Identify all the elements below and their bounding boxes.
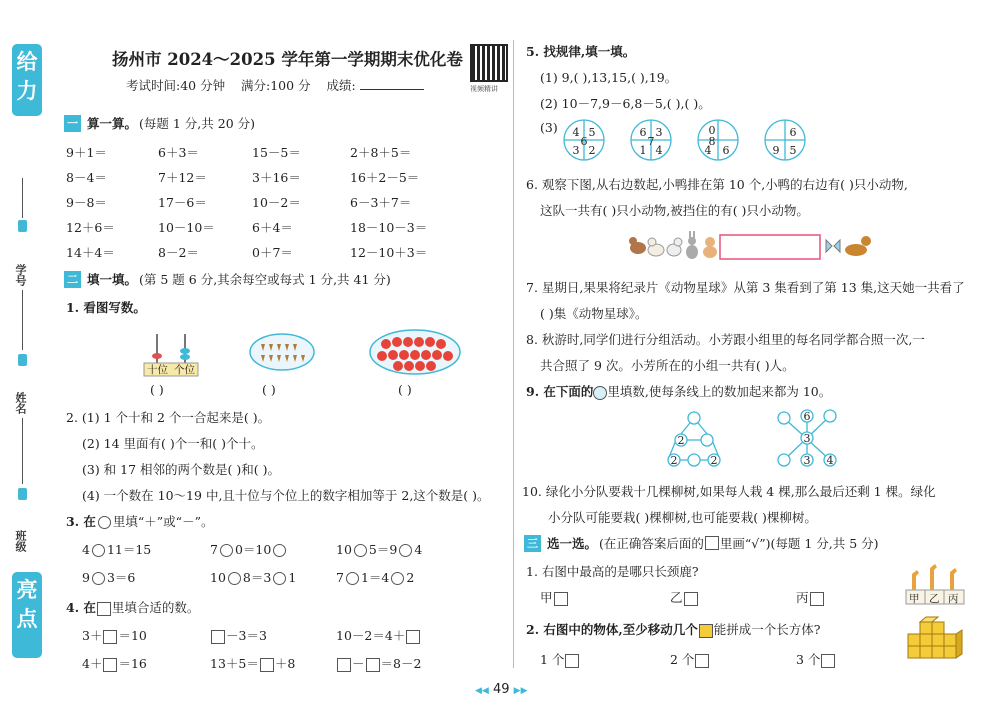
circle-blank-icon[interactable] [92,572,105,585]
calc-item[interactable]: 12－10＋3＝ [350,245,428,260]
svg-text:3: 3 [803,432,811,445]
question-8-line-2: 共合照了 9 次。小芳所在的小组一共有( )人。 [540,358,795,373]
number-puzzle-diagrams [666,406,866,472]
circle-blank-icon[interactable] [228,572,241,585]
question-2-1: 1. 看图写数。 [66,300,146,315]
class-label: 班级 [14,530,27,552]
binding-mark [18,354,27,366]
square-blank-icon[interactable] [260,658,274,672]
question-6-line-2: 这队一共有( )只小动物,被挡住的有( )只小动物。 [540,203,809,218]
answer-paren[interactable]: ( ) [398,382,412,397]
question-10-line-1: 10. 绿化小分队要栽十几棵柳树,如果每人栽 4 棵,那么最后还剩 1 棵。绿化 [522,484,936,499]
option-bing[interactable]: 丙 [796,588,825,606]
calc-item[interactable]: 3＋16＝ [252,170,301,185]
star-puzzle [778,410,836,467]
sign-item[interactable]: 4 11＝15 [82,542,152,557]
svg-text:0: 0 [708,124,716,137]
apple-group [368,328,462,376]
sign-item[interactable]: 10 8＝3 1 [210,570,297,585]
binding-line [22,290,23,350]
calc-item[interactable]: 6－3＋7＝ [350,195,412,210]
calc-item[interactable]: 16＋2－5＝ [350,170,420,185]
svg-text:4: 4 [572,126,580,139]
circle-blank-icon[interactable] [273,544,286,557]
number-circles [562,118,812,164]
svg-text:4: 4 [826,454,834,467]
page-number: ◀◀ 49 ▶▶ [475,682,528,697]
score-blank[interactable] [360,89,424,90]
sign-item[interactable]: 7 0＝10 [210,540,288,558]
section-1-heading: 一 算一算。 (每题 1 分,共 20 分) [64,114,255,132]
calc-item[interactable]: 9－8＝ [66,195,107,210]
svg-text:6: 6 [639,126,647,139]
calc-item[interactable]: 8－4＝ [66,170,107,185]
question-5-3: (3) [540,120,558,135]
svg-text:7: 7 [647,135,655,148]
svg-text:6: 6 [580,135,588,148]
svg-text:8: 8 [708,135,716,148]
svg-text:9: 9 [772,144,780,157]
fill-item[interactable]: 3＋ ＝10 [82,628,147,643]
calc-item[interactable]: 15－5＝ [252,145,301,160]
checkbox-square[interactable] [695,654,709,668]
bottom-tab: 亮 点 [12,572,42,658]
right-arrow-icon: ▶▶ [513,686,528,696]
calc-item[interactable]: 10－2＝ [252,195,301,210]
square-blank-icon[interactable] [406,630,420,644]
sign-item[interactable]: 7 1＝4 2 [336,570,415,585]
question-7-line-1: 7. 星期日,果果将纪录片《动物星球》从第 3 集看到了第 13 集,这天她一共看了 [526,280,965,295]
circle-blank-icon[interactable] [346,572,359,585]
svg-text:3: 3 [803,454,811,467]
svg-text:4: 4 [655,144,663,157]
number-circle-1 [564,120,604,160]
checkbox-square[interactable] [810,592,824,606]
left-arrow-icon: ◀◀ [475,686,489,696]
svg-text:2: 2 [670,454,678,467]
section-2-heading: 二 填一填。 (第 5 题 6 分,其余每空或每式 1 分,共 41 分) [64,270,391,288]
calc-item[interactable]: 6＋3＝ [158,145,199,160]
circle-blank-icon [98,516,111,529]
svg-text:3: 3 [655,126,663,139]
binding-line [22,418,23,484]
giraffe-label-bing: 丙 [948,593,959,605]
sign-item[interactable]: 10 5＝9 4 [336,542,423,557]
fill-item[interactable]: 4＋ ＝16 [82,656,147,671]
question-2-2-2: (2) 14 里面有( )个一和( )个十。 [82,436,264,451]
giraffe-label-yi: 乙 [929,593,940,605]
choice-question-1: 1. 右图中最高的是哪只长颈鹿? [526,564,699,579]
fill-item[interactable]: －3＝3 [210,626,267,644]
question-8-line-1: 8. 秋游时,同学们进行分组活动。小芳跟小组里的每名同学都合照一次,一 [526,332,925,347]
fill-item[interactable]: 10－2＝4＋ [336,626,421,644]
binding-mark [18,220,27,232]
option-2[interactable]: 2 个 [670,650,710,668]
circle-blank-icon[interactable] [391,572,404,585]
svg-text:2: 2 [710,454,718,467]
calc-item[interactable]: 12＋6＝ [66,220,115,235]
svg-text:2: 2 [588,144,596,157]
circle-blank-icon[interactable] [399,544,412,557]
column-divider [513,40,514,668]
calc-item[interactable]: 18－10－3＝ [350,220,428,235]
option-3[interactable]: 3 个 [796,650,836,668]
checkbox-square[interactable] [821,654,835,668]
option-yi[interactable]: 乙 [670,588,699,606]
circle-blank-icon[interactable] [273,572,286,585]
calc-item[interactable]: 10－10＝ [158,220,215,235]
fill-item[interactable]: － ＝8－2 [336,654,421,672]
binding-line [22,178,23,218]
circle-blank-icon [593,386,607,400]
answer-paren[interactable]: ( ) [262,382,276,397]
binding-sidebar [0,0,58,709]
question-2-2-4: (4) 一个数在 10～19 中,且十位与个位上的数字相加等于 2,这个数是( )。 [82,488,490,503]
calc-item[interactable]: 7＋12＝ [158,170,207,185]
circle-blank-icon[interactable] [220,544,233,557]
question-2-4: 4. 在 里填合适的数。 [66,600,200,615]
question-9: 9. 在下面的 里填数,使每条线上的数加起来都为 10。 [526,384,832,399]
checkbox-square[interactable] [554,592,568,606]
choice-question-2: 2. 右图中的物体,至少移动几个 能拼成一个长方体? [526,622,821,637]
square-blank-icon [97,602,111,616]
svg-text:5: 5 [588,126,596,139]
question-10-line-2: 小分队可能要栽( )棵柳树,也可能要栽( )棵柳树。 [548,510,817,525]
svg-text:4: 4 [704,144,712,157]
binding-mark [18,488,27,500]
option-1[interactable]: 1 个 [540,650,580,668]
triangle-puzzle [668,412,720,467]
option-jia[interactable]: 甲 [540,588,569,606]
question-6-line-1: 6. 观察下图,从右边数起,小鸭排在第 10 个,小鸭的右边有( )只小动物, [526,177,908,192]
calc-item[interactable]: 0＋7＝ [252,245,293,260]
number-circle-4 [765,120,805,160]
question-2-3: 3. 在 里填“＋”或“－”。 [66,514,214,529]
abacus-ones-label: 个位 [174,364,195,376]
svg-text:6: 6 [789,126,797,139]
answer-paren[interactable]: ( ) [150,382,164,397]
question-5: 5. 找规律,填一填。 [526,44,636,59]
section-3-heading: 三 选一选。 (在正确答案后面的 里画“√”)(每题 1 分,共 5 分) [524,534,879,552]
question-5-2: (2) 10－7,9－6,8－5,( ),( )。 [540,96,711,111]
fill-item[interactable]: 13＋5＝ ＋8 [210,656,296,671]
giraffe-label-jia: 甲 [909,593,920,605]
calc-item[interactable]: 8－2＝ [158,245,199,260]
svg-text:1: 1 [639,144,647,157]
checkbox-square[interactable] [684,592,698,606]
sign-item[interactable]: 9 3＝6 [82,570,136,585]
ice-cream-group [248,332,316,372]
square-blank-icon[interactable] [103,658,117,672]
question-5-1: (1) 9,( ),13,15,( ),19。 [540,70,678,85]
animal-queue-picture [628,230,872,262]
calc-item[interactable]: 9＋1＝ [66,145,107,160]
calc-item[interactable]: 2＋8＋5＝ [350,145,412,160]
cube-icon [699,624,713,638]
circle-blank-icon[interactable] [354,544,367,557]
number-circle-2 [631,120,671,160]
square-blank-icon [705,536,719,550]
svg-text:6: 6 [722,144,730,157]
qr-label: 视频精讲 [470,85,498,93]
question-2-2-1: 2. (1) 1 个十和 2 个一合起来是( )。 [66,410,271,425]
circle-blank-icon[interactable] [92,544,105,557]
checkbox-square[interactable] [565,654,579,668]
exam-info: 考试时间:40 分钟 满分:100 分 成绩: [126,76,424,94]
qr-code[interactable] [470,44,508,82]
calc-item[interactable]: 17－6＝ [158,195,207,210]
square-blank-icon[interactable] [366,658,380,672]
svg-text:2: 2 [677,434,685,447]
svg-text:3: 3 [572,144,580,157]
square-blank-icon[interactable] [103,630,117,644]
square-blank-icon[interactable] [337,658,351,672]
abacus-tens-label: 十位 [147,364,168,376]
top-tab: 给 力 [12,44,42,116]
svg-text:5: 5 [789,144,797,157]
number-circle-3 [698,120,738,160]
calc-item[interactable]: 6＋4＝ [252,220,293,235]
cube-stack-picture [904,614,968,660]
question-7-line-2: ( )集《动物星球》。 [540,306,648,321]
square-blank-icon[interactable] [211,630,225,644]
page-title: 扬州市 2024～2025 学年第一学期期末优化卷 [112,50,463,69]
question-2-2-3: (3) 和 17 相邻的两个数是( )和( )。 [82,462,280,477]
student-id-label: 学号 [14,264,27,286]
name-label: 姓名 [14,392,27,414]
calc-item[interactable]: 14＋4＝ [66,245,115,260]
svg-text:6: 6 [803,410,811,423]
